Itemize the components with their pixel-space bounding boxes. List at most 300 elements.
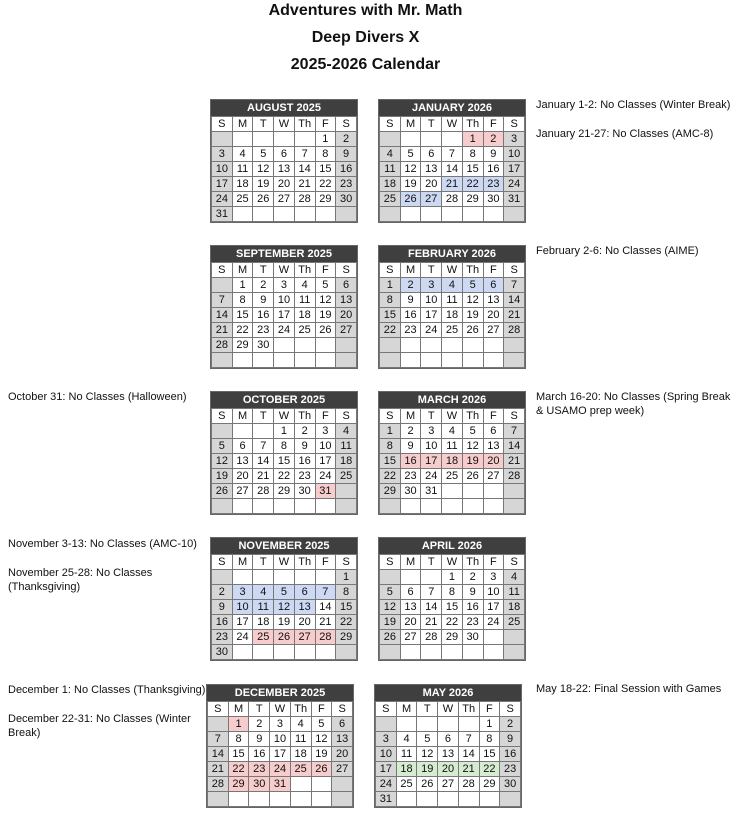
note-february-aime: February 2-6: No Classes (AIME) (536, 245, 699, 257)
day-cell: 9 (500, 732, 521, 747)
note-november-thanksgiving: November 25-28: No Classes (Thanksgiving) (8, 567, 153, 593)
day-cell: 31 (212, 207, 233, 222)
day-cell: 4 (336, 424, 357, 439)
weekday-label: S (380, 555, 401, 570)
day-cell: 14 (208, 747, 229, 762)
day-cell: 3 (212, 147, 233, 162)
day-cell: 5 (380, 585, 401, 600)
calendar-december-2025 (206, 684, 354, 808)
day-cell: 11 (232, 162, 253, 177)
weekday-label: Th (462, 263, 483, 278)
day-cell: 13 (232, 454, 253, 469)
empty-cell (253, 424, 274, 439)
day-cell: 18 (253, 615, 274, 630)
empty-cell (212, 570, 233, 585)
day-cell: 23 (400, 469, 421, 484)
weekday-label: M (400, 263, 421, 278)
empty-cell (290, 777, 311, 792)
week-row (212, 162, 357, 177)
day-cell: 8 (274, 439, 295, 454)
weekday-label: S (380, 409, 401, 424)
day-cell: 18 (442, 454, 463, 469)
day-cell: 22 (380, 323, 401, 338)
week-row (212, 645, 357, 660)
weekday-label: F (315, 117, 336, 132)
empty-cell (380, 499, 401, 514)
weekday-label: S (504, 117, 525, 132)
calendar-september-2025 (210, 245, 358, 369)
month-grid (375, 701, 521, 807)
day-cell: 5 (400, 147, 421, 162)
day-cell: 24 (212, 192, 233, 207)
day-cell: 21 (421, 615, 442, 630)
day-cell: 12 (417, 747, 438, 762)
day-cell: 9 (483, 147, 504, 162)
weekday-label: M (232, 555, 253, 570)
empty-cell (483, 630, 504, 645)
day-cell: 28 (442, 192, 463, 207)
weekday-label: S (376, 702, 397, 717)
day-cell: 3 (483, 570, 504, 585)
day-cell: 17 (421, 308, 442, 323)
day-cell: 15 (228, 747, 249, 762)
day-cell: 22 (232, 323, 253, 338)
day-cell: 20 (336, 308, 357, 323)
day-cell: 22 (336, 615, 357, 630)
day-cell: 1 (442, 570, 463, 585)
day-cell: 25 (396, 777, 417, 792)
day-cell: 2 (462, 570, 483, 585)
weekday-label: T (253, 117, 274, 132)
day-cell: 10 (421, 439, 442, 454)
day-cell: 18 (442, 308, 463, 323)
week-row (380, 278, 525, 293)
empty-cell (417, 717, 438, 732)
day-cell: 16 (249, 747, 270, 762)
day-cell: 4 (294, 278, 315, 293)
empty-cell (421, 353, 442, 368)
note-january-amc8: January 21-27: No Classes (AMC-8) (536, 128, 714, 140)
empty-cell (380, 353, 401, 368)
day-cell: 21 (212, 323, 233, 338)
day-cell: 22 (442, 615, 463, 630)
day-cell: 7 (504, 424, 525, 439)
empty-cell (294, 132, 315, 147)
day-cell: 15 (336, 600, 357, 615)
empty-cell (294, 570, 315, 585)
day-cell: 12 (462, 439, 483, 454)
day-cell: 24 (483, 615, 504, 630)
day-cell: 25 (232, 192, 253, 207)
day-cell: 9 (336, 147, 357, 162)
day-cell: 9 (249, 732, 270, 747)
week-row (212, 338, 357, 353)
weekday-label: M (400, 409, 421, 424)
weekday-label: S (208, 702, 229, 717)
day-cell: 11 (504, 585, 525, 600)
day-cell: 5 (315, 278, 336, 293)
note-december-thanksgiving: December 1: No Classes (Thanksgiving) (8, 684, 206, 696)
weekday-label: T (421, 555, 442, 570)
week-row (212, 293, 357, 308)
week-row (212, 147, 357, 162)
day-cell: 2 (294, 424, 315, 439)
day-cell: 13 (274, 162, 295, 177)
day-cell: 5 (212, 439, 233, 454)
day-cell: 5 (417, 732, 438, 747)
day-cell: 24 (376, 777, 397, 792)
empty-cell (442, 353, 463, 368)
day-cell: 28 (212, 338, 233, 353)
day-cell: 8 (462, 147, 483, 162)
day-cell: 17 (270, 747, 291, 762)
empty-cell (290, 792, 311, 807)
day-cell: 24 (232, 630, 253, 645)
day-cell: 11 (396, 747, 417, 762)
day-cell: 20 (421, 177, 442, 192)
title-line-2: Deep Divers X (311, 29, 420, 46)
day-cell: 17 (274, 308, 295, 323)
day-cell: 14 (421, 600, 442, 615)
day-cell: 21 (294, 177, 315, 192)
week-row (380, 192, 525, 207)
weekday-label: M (400, 117, 421, 132)
day-cell: 16 (483, 162, 504, 177)
empty-cell (336, 338, 357, 353)
empty-cell (421, 645, 442, 660)
calendar-november-2025 (210, 537, 358, 661)
day-cell: 30 (212, 645, 233, 660)
week-row (380, 147, 525, 162)
day-cell: 11 (290, 732, 311, 747)
month-title: MAY 2026 (375, 685, 521, 701)
calendar-february-2026 (378, 245, 526, 369)
day-cell: 9 (400, 293, 421, 308)
day-cell: 6 (294, 585, 315, 600)
empty-cell (400, 499, 421, 514)
empty-cell (336, 499, 357, 514)
week-row (380, 308, 525, 323)
day-cell: 20 (483, 308, 504, 323)
empty-cell (442, 207, 463, 222)
empty-cell (479, 792, 500, 807)
day-cell: 26 (380, 630, 401, 645)
week-row (212, 469, 357, 484)
month-grid (379, 554, 525, 660)
day-cell: 29 (232, 338, 253, 353)
empty-cell (208, 717, 229, 732)
weekday-label: M (400, 555, 421, 570)
empty-cell (458, 717, 479, 732)
day-cell: 14 (458, 747, 479, 762)
week-row (380, 323, 525, 338)
day-cell: 23 (249, 762, 270, 777)
empty-cell (462, 645, 483, 660)
day-cell: 20 (232, 469, 253, 484)
weekday-label: T (253, 263, 274, 278)
day-cell: 4 (442, 424, 463, 439)
weekday-label: S (504, 263, 525, 278)
day-cell: 5 (462, 278, 483, 293)
day-cell: 6 (483, 278, 504, 293)
empty-cell (380, 207, 401, 222)
weekday-label: Th (294, 117, 315, 132)
day-cell: 15 (315, 162, 336, 177)
weekday-label: W (274, 555, 295, 570)
weekday-label: S (504, 555, 525, 570)
empty-cell (462, 499, 483, 514)
day-cell: 28 (458, 777, 479, 792)
day-cell: 29 (315, 192, 336, 207)
day-cell: 4 (380, 147, 401, 162)
empty-cell (500, 792, 521, 807)
day-cell: 26 (417, 777, 438, 792)
week-row (380, 293, 525, 308)
empty-cell (421, 338, 442, 353)
day-cell: 5 (311, 717, 332, 732)
day-cell: 24 (421, 323, 442, 338)
day-cell: 10 (376, 747, 397, 762)
month-title: FEBRUARY 2026 (379, 246, 525, 262)
week-row (212, 353, 357, 368)
day-cell: 27 (421, 192, 442, 207)
empty-cell (294, 499, 315, 514)
day-cell: 25 (290, 762, 311, 777)
note-march-spring-break: March 16-20: No Classes (Spring Break & USAMO prep week) (536, 391, 731, 417)
day-cell: 19 (274, 615, 295, 630)
calendar-april-2026 (378, 537, 526, 661)
day-cell: 25 (380, 192, 401, 207)
weekday-label: W (442, 117, 463, 132)
weekday-label: F (315, 263, 336, 278)
day-cell: 28 (294, 192, 315, 207)
week-row (380, 454, 525, 469)
day-cell: 30 (249, 777, 270, 792)
day-cell: 30 (462, 630, 483, 645)
empty-cell (212, 278, 233, 293)
day-cell: 7 (208, 732, 229, 747)
week-row (212, 278, 357, 293)
day-cell: 1 (479, 717, 500, 732)
day-cell: 26 (274, 630, 295, 645)
day-cell: 23 (253, 323, 274, 338)
empty-cell (294, 338, 315, 353)
empty-cell (315, 499, 336, 514)
day-cell: 3 (421, 424, 442, 439)
empty-cell (438, 717, 459, 732)
day-cell: 23 (400, 323, 421, 338)
weekday-label: M (228, 702, 249, 717)
day-cell: 31 (504, 192, 525, 207)
weekday-label: S (336, 555, 357, 570)
day-cell: 10 (504, 147, 525, 162)
day-cell: 8 (336, 585, 357, 600)
day-cell: 5 (253, 147, 274, 162)
weekday-label: S (380, 263, 401, 278)
weekday-label: S (500, 702, 521, 717)
day-cell: 22 (462, 177, 483, 192)
week-row (208, 747, 353, 762)
empty-cell (442, 645, 463, 660)
day-cell: 27 (438, 777, 459, 792)
day-cell: 30 (500, 777, 521, 792)
weekday-label: S (336, 409, 357, 424)
empty-cell (274, 207, 295, 222)
day-cell: 14 (294, 162, 315, 177)
day-cell: 19 (315, 308, 336, 323)
calendar-august-2025 (210, 99, 358, 223)
day-cell: 29 (274, 484, 295, 499)
weekday-label: F (483, 555, 504, 570)
note-november-amc10: November 3-13: No Classes (AMC-10) (8, 538, 197, 550)
day-cell: 12 (253, 162, 274, 177)
week-row (380, 499, 525, 514)
month-grid (211, 408, 357, 514)
empty-cell (253, 645, 274, 660)
day-cell: 19 (311, 747, 332, 762)
day-cell: 13 (421, 162, 442, 177)
day-cell: 16 (400, 308, 421, 323)
week-row (376, 732, 521, 747)
weekday-label: W (438, 702, 459, 717)
weekday-label: Th (294, 409, 315, 424)
day-cell: 18 (396, 762, 417, 777)
day-cell: 30 (400, 484, 421, 499)
day-cell: 24 (315, 469, 336, 484)
day-cell: 6 (232, 439, 253, 454)
day-cell: 18 (294, 308, 315, 323)
month-title: APRIL 2026 (379, 538, 525, 554)
day-cell: 9 (294, 439, 315, 454)
day-cell: 10 (315, 439, 336, 454)
day-cell: 14 (442, 162, 463, 177)
day-cell: 23 (483, 177, 504, 192)
empty-cell (232, 645, 253, 660)
empty-cell (336, 353, 357, 368)
weekday-label: T (249, 702, 270, 717)
empty-cell (421, 132, 442, 147)
week-row (376, 747, 521, 762)
week-row (212, 323, 357, 338)
weekday-label: T (253, 555, 274, 570)
day-cell: 10 (274, 293, 295, 308)
empty-cell (274, 353, 295, 368)
day-cell: 11 (336, 439, 357, 454)
weekday-label: W (274, 409, 295, 424)
week-row (212, 499, 357, 514)
day-cell: 11 (442, 293, 463, 308)
week-row (380, 132, 525, 147)
day-cell: 9 (462, 585, 483, 600)
weekday-label: Th (462, 555, 483, 570)
empty-cell (400, 645, 421, 660)
day-cell: 4 (290, 717, 311, 732)
day-cell: 1 (380, 424, 401, 439)
calendar-october-2025 (210, 391, 358, 515)
day-cell: 2 (249, 717, 270, 732)
day-cell: 12 (462, 293, 483, 308)
day-cell: 25 (294, 323, 315, 338)
day-cell: 29 (380, 484, 401, 499)
day-cell: 26 (462, 323, 483, 338)
day-cell: 17 (421, 454, 442, 469)
day-cell: 4 (396, 732, 417, 747)
calendar-january-2026 (378, 99, 526, 223)
week-row (208, 717, 353, 732)
day-cell: 8 (380, 293, 401, 308)
day-cell: 2 (483, 132, 504, 147)
day-cell: 3 (421, 278, 442, 293)
day-cell: 23 (500, 762, 521, 777)
day-cell: 13 (483, 439, 504, 454)
day-cell: 17 (376, 762, 397, 777)
weekday-label: W (274, 263, 295, 278)
weekday-label: T (421, 117, 442, 132)
day-cell: 11 (380, 162, 401, 177)
empty-cell (462, 484, 483, 499)
week-row (376, 762, 521, 777)
weekday-label: W (442, 555, 463, 570)
day-cell: 22 (315, 177, 336, 192)
week-row (380, 439, 525, 454)
day-cell: 8 (232, 293, 253, 308)
empty-cell (380, 132, 401, 147)
day-cell: 30 (294, 484, 315, 499)
week-row (212, 132, 357, 147)
empty-cell (442, 484, 463, 499)
empty-cell (315, 338, 336, 353)
week-row (212, 600, 357, 615)
day-cell: 7 (504, 278, 525, 293)
week-row (380, 469, 525, 484)
week-row (212, 630, 357, 645)
day-cell: 26 (212, 484, 233, 499)
day-cell: 14 (253, 454, 274, 469)
day-cell: 10 (270, 732, 291, 747)
day-cell: 1 (336, 570, 357, 585)
empty-cell (249, 792, 270, 807)
day-cell: 10 (212, 162, 233, 177)
month-grid (379, 262, 525, 368)
day-cell: 14 (504, 439, 525, 454)
empty-cell (417, 792, 438, 807)
day-cell: 15 (232, 308, 253, 323)
day-cell: 7 (458, 732, 479, 747)
week-row (380, 585, 525, 600)
empty-cell (483, 645, 504, 660)
day-cell: 6 (483, 424, 504, 439)
day-cell: 27 (336, 323, 357, 338)
day-cell: 16 (400, 454, 421, 469)
weekday-label: Th (294, 555, 315, 570)
day-cell: 29 (462, 192, 483, 207)
day-cell: 3 (504, 132, 525, 147)
day-cell: 3 (315, 424, 336, 439)
weekday-label: F (315, 409, 336, 424)
weekday-label: T (421, 409, 442, 424)
day-cell: 29 (442, 630, 463, 645)
day-cell: 30 (483, 192, 504, 207)
empty-cell (400, 570, 421, 585)
week-row (212, 454, 357, 469)
month-title: AUGUST 2025 (211, 100, 357, 116)
empty-cell (228, 792, 249, 807)
weekday-label: Th (462, 117, 483, 132)
weekday-label: M (232, 263, 253, 278)
day-cell: 20 (294, 615, 315, 630)
empty-cell (212, 424, 233, 439)
calendar-march-2026 (378, 391, 526, 515)
